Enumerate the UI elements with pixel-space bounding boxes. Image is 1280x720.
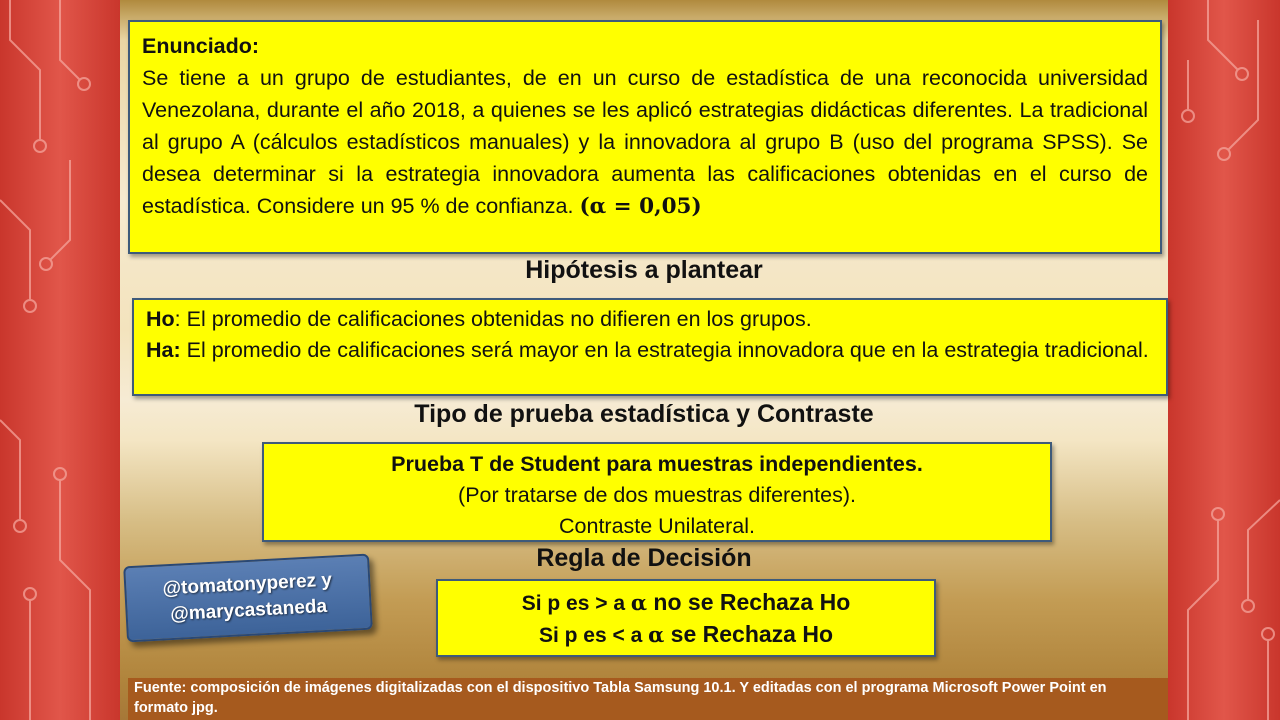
regla-decision-title: Regla de Decisión: [536, 544, 752, 572]
ha-text: El promedio de calificaciones será mayor en la estrategia innovadora que en la estrategia tradicional.: [180, 338, 1149, 362]
source-footer: Fuente: composición de imágenes digitalizadas con el dispositivo Tabla Samsung 10.1. Y editadas con el programa Microsoft Power Point en formato jpg.: [128, 678, 1168, 720]
right-circuit-panel: [1168, 0, 1280, 720]
alpha-value: (α = 0,05): [579, 194, 702, 219]
decision-box: [436, 579, 936, 657]
enunciado-text: Se tiene a un grupo de estudiantes, de en un curso de estadística de una reconocida universidad Venezolana, durante el año 2018, a quienes se les aplicó estrategias didácticas diferentes. La tradicional al grupo A (cálculos estadísticos manuales) y la innovadora al grupo B (uso del programa SPSS). Se desea determinar si la estrategia innovadora aumenta las calificaciones obtenidas en el curso de estadística. Considere un 95 % de confianza.: [142, 66, 1148, 218]
ha-label: Ha:: [146, 338, 181, 362]
circuit-decoration-right: [1168, 0, 1280, 720]
decision-line-2-prefix: Si p es < a: [538, 624, 649, 647]
hipotesis-box: [132, 298, 1168, 396]
decision-line-1-suffix: no se Rechaza Ho: [647, 589, 851, 615]
authors-badge: [123, 554, 373, 643]
prueba-line-1: Prueba T de Student para muestras independientes.: [391, 452, 923, 476]
ha-line: [146, 335, 1154, 366]
ho-text: : El promedio de calificaciones obtenidas no difieren en los grupos.: [174, 307, 812, 331]
slide: [120, 0, 1168, 720]
left-circuit-panel: [0, 0, 120, 720]
alpha-symbol: α: [630, 590, 648, 615]
decision-line-2-suffix: se Rechaza Ho: [664, 621, 834, 647]
badge-line-2: @marycastaneda: [169, 595, 328, 626]
prueba-box: [262, 442, 1052, 542]
enunciado-heading: Enunciado:: [142, 34, 260, 58]
decision-line-2: [438, 619, 934, 651]
circuit-decoration-left: [0, 0, 120, 720]
alpha-symbol: α: [648, 622, 665, 647]
ho-line: [146, 304, 1154, 335]
tipo-prueba-title: Tipo de prueba estadística y Contraste: [414, 400, 874, 428]
prueba-line-3: Contraste Unilateral.: [559, 514, 755, 538]
ho-label: Ho: [146, 307, 175, 331]
prueba-line-2: (Por tratarse de dos muestras diferentes).: [458, 483, 856, 507]
decision-line-1: [438, 587, 934, 619]
hipotesis-title: Hipótesis a plantear: [525, 256, 763, 284]
badge-line-1: @tomatonyperez y: [162, 569, 333, 600]
enunciado-box: [128, 20, 1162, 254]
decision-line-1-prefix: Si p es > a: [521, 592, 631, 615]
